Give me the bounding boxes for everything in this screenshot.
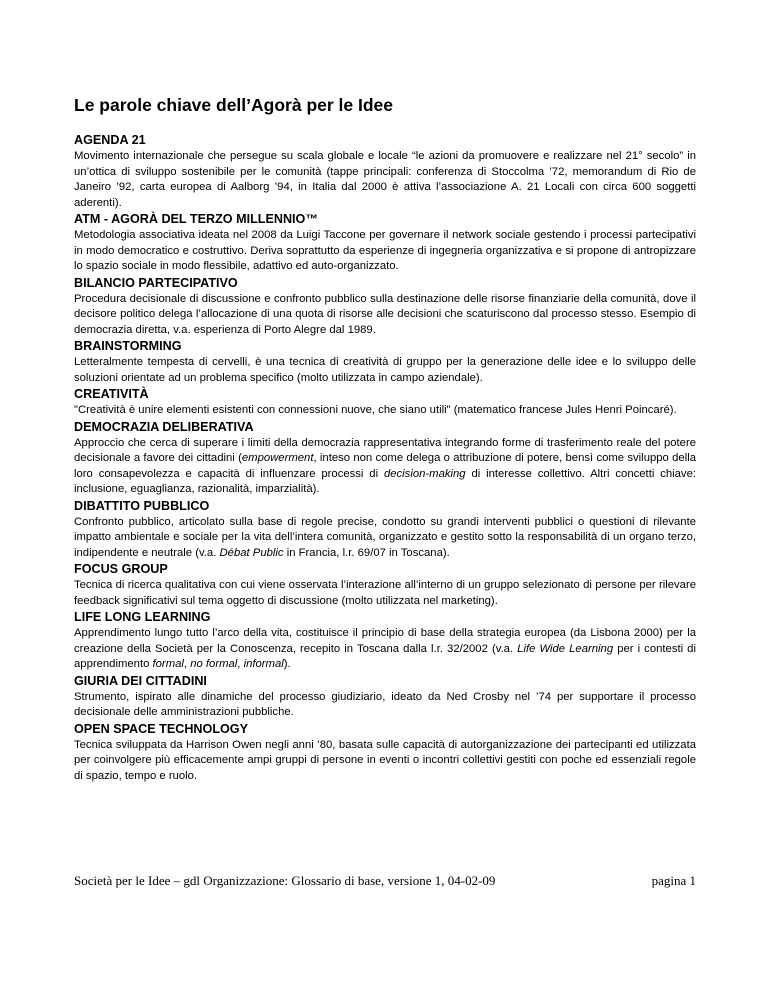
glossary-entry <box>74 339 696 386</box>
glossary-term: DEMOCRAZIA DELIBERATIVA <box>74 419 254 434</box>
page-content <box>74 94 696 785</box>
definition-text: Metodologia associativa ideata nel 2008 da Luigi Taccone per governare il network sociale gestendo i processi partecipativi in modo democratico e costruttivo. Deriva soprattutto da esperienze di ingegneria organizzativa e si propone di antropizzare lo spazio sociale in modo flessibile, adattivo ed auto-organizzato. <box>74 229 696 272</box>
glossary-entry <box>74 420 696 498</box>
glossary-definition <box>74 292 696 339</box>
glossary-definition <box>74 228 696 275</box>
glossary-definition <box>74 578 696 609</box>
glossary-term: FOCUS GROUP <box>74 562 168 576</box>
glossary-entry <box>74 133 696 211</box>
glossary-entry <box>74 610 696 673</box>
definition-italic-text: Life Wide Learning <box>517 642 614 655</box>
glossary-definition <box>74 690 696 721</box>
glossary-definition <box>74 738 696 785</box>
definition-text: per i contesti di apprendimento <box>74 642 696 670</box>
glossary-definition <box>74 626 696 673</box>
glossary-entry <box>74 387 696 419</box>
glossary-entry <box>74 722 696 785</box>
glossary-term: OPEN SPACE TECHNOLOGY <box>74 721 248 736</box>
glossary-entry <box>74 212 696 275</box>
definition-text: "Creatività è unire elementi esistenti con connessioni nuove, che siano utili" (matematico francese Jules Henri Poincaré). <box>74 404 677 416</box>
definition-italic-text: no formal <box>190 658 238 670</box>
glossary-term: AGENDA 21 <box>74 133 146 147</box>
glossary-entry <box>74 499 696 562</box>
definition-italic-text: informal <box>243 658 284 670</box>
definition-italic-text: empowerment <box>241 452 314 464</box>
definition-text: Approccio che cerca di superare i limiti della democrazia rappresentativa integrando forme di trasferimento reale del potere decisionale a favore dei cittadini ( <box>74 436 696 464</box>
page-title: Le parole chiave dell’Agorà per le Idee <box>74 95 394 115</box>
glossary-term: DIBATTITO PUBBLICO <box>74 498 210 513</box>
glossary-term: GIURIA DEI CITTADINI <box>74 673 207 688</box>
definition-text: Strumento, ispirato alle dinamiche del processo giudiziario, ideato da Ned Crosby nel ’74 per supportare il processo decisionale delle amministrazioni pubbliche. <box>74 690 696 718</box>
glossary-entry <box>74 562 696 609</box>
definition-text: Tecnica sviluppata da Harrison Owen negli anni ’80, basata sulle capacità di autorganizzazione dei partecipanti ed utilizzata per coinvolgere più efficacemente ampi gruppi di persone in eventi o incontri collettivi gestiti con poche ed essenziali regole di spazio, tempo e ruolo. <box>74 738 696 782</box>
page-number: pagina 1 <box>651 873 696 888</box>
glossary-term: BRAINSTORMING <box>74 339 182 353</box>
glossary-definition <box>74 403 696 419</box>
glossary-entry <box>74 674 696 721</box>
glossary-definition <box>74 149 696 211</box>
glossary-list <box>74 133 696 784</box>
definition-text: , <box>237 658 244 670</box>
definition-text: Movimento internazionale che persegue su scala globale e locale “le azioni da promuovere e realizzare nel 21° secolo” in un’ottica di sviluppo sostenibile per le comunità (tappe principali: conferenza di Stoccolma ’72, memorandum di Rio de Janeiro ’92, carta europea di Aalborg ’94, in Italia dal 2000 è attiva l’associazione A. 21 Locali con circa 600 soggetti aderenti). <box>74 150 696 209</box>
glossary-term: ATM - AGORÀ DEL TERZO MILLENNIO™ <box>74 212 318 226</box>
definition-text: in Francia, l.r. 69/07 in Toscana). <box>283 546 450 559</box>
definition-text: Apprendimento lungo tutto l’arco della vita, costituisce il principio di base della strategia europea (da Lisbona 2000) per la creazione della Società per la Conoscenza, recepito in Toscana dalla l.r. 32/2002 (v.a. <box>74 627 696 655</box>
definition-text: di interesse collettivo. Altri concetti chiave: inclusione, eguaglianza, razionalità, imparzialità). <box>74 467 696 495</box>
glossary-term: BILANCIO PARTECIPATIVO <box>74 275 238 290</box>
definition-text: Letteralmente tempesta di cervelli, è una tecnica di creatività di gruppo per la generazione delle idee e lo sviluppo delle soluzioni orientate ad un problema specifico (molto utilizzata in campo aziendale). <box>74 356 696 384</box>
glossary-definition <box>74 515 696 562</box>
glossary-term: CREATIVITÀ <box>74 387 149 401</box>
definition-italic-text: Débat Public <box>219 546 284 559</box>
footer-text: Società per le Idee – gdl Organizzazione: Glossario di base, versione 1, 04-02-09 <box>74 873 496 888</box>
glossary-entry <box>74 276 696 339</box>
definition-text: Confronto pubblico, articolato sulla base di regole precise, condotto su grandi interventi pubblici o questioni di rilevante impatto ambientale e sociale per la vita dell’intera comunità, organizzato e gestito sotto la responsabilità di un organo terzo, indipendente e neutrale (v.a. <box>74 515 696 559</box>
definition-text: Procedura decisionale di discussione e confronto pubblico sulla destinazione delle risorse finanziarie della comunità, dove il decisore politico delega l’allocazione di una quota di risorse alle decisioni che scaturiscono dal processo stesso. Esempio di democrazia diretta, v.a. esperienza di Porto Alegre dal 1989. <box>74 292 696 336</box>
definition-italic-text: decision-making <box>383 467 466 480</box>
definition-text: Tecnica di ricerca qualitativa con cui viene osservata l’interazione all’interno di un gruppo selezionato di persone per rilevare feedback significativi sul tema oggetto di discussione (molto utilizzata nel marketing). <box>74 579 696 607</box>
definition-text: ). <box>283 658 291 670</box>
definition-italic-text: formal <box>152 658 184 670</box>
definition-text: , inteso non come delega o attribuzione di potere, bensì come sviluppo della loro consapevolezza e capacità di influenzare processi di <box>74 452 696 480</box>
glossary-definition <box>74 355 696 386</box>
glossary-term: LIFE LONG LEARNING <box>74 610 211 624</box>
glossary-definition <box>74 436 696 498</box>
page-footer <box>74 873 696 891</box>
definition-text: , <box>183 658 191 670</box>
